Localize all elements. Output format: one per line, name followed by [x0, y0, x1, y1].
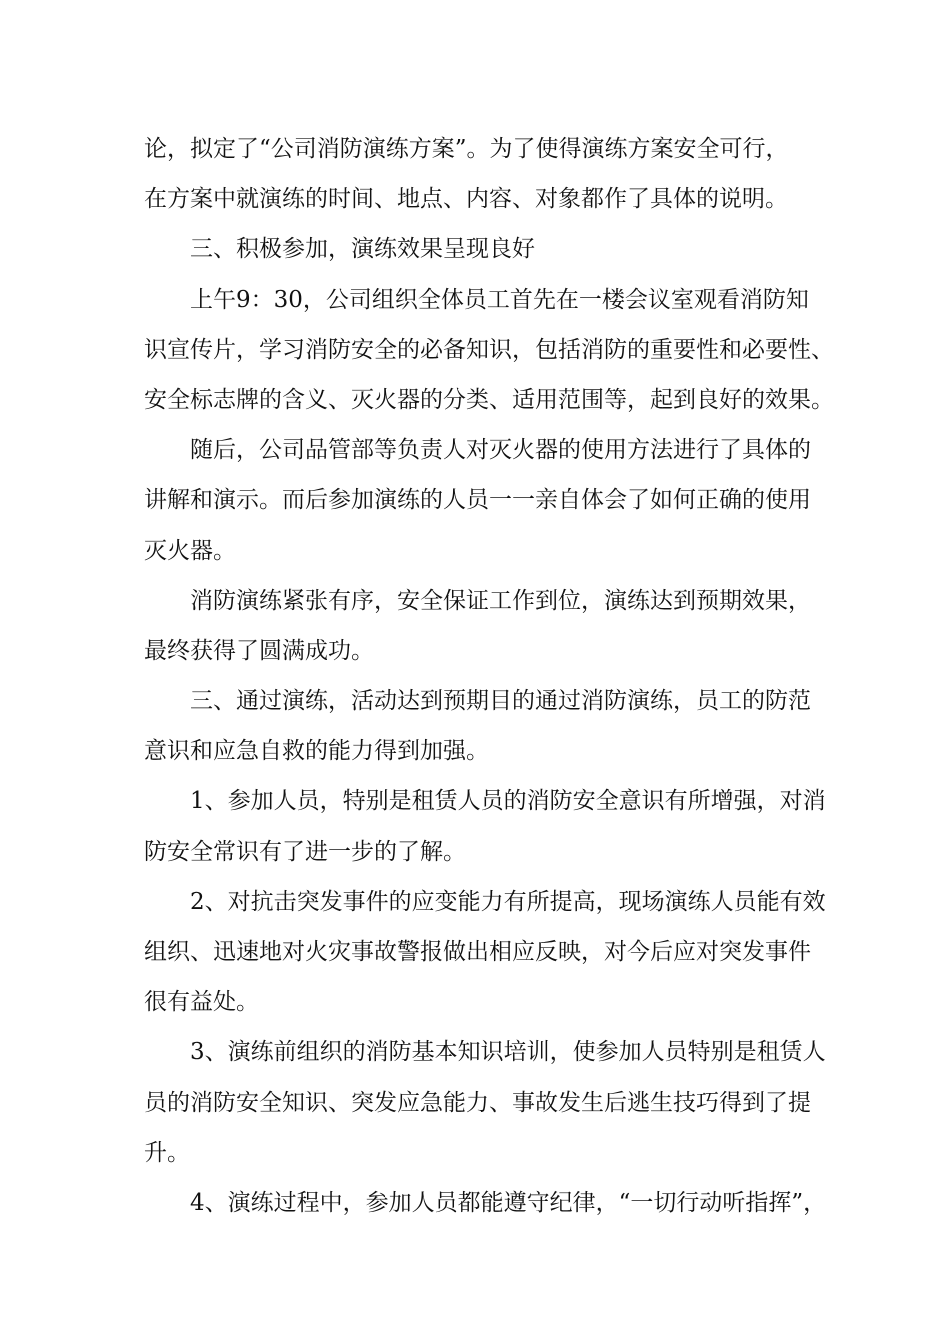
body-line: 随后，公司品管部等负责人对灭火器的使用方法进行了具体的: [190, 437, 811, 464]
body-line: 在方案中就演练的时间、地点、内容、对象都作了具体的说明。: [144, 186, 788, 213]
body-line: 消防演练紧张有序，安全保证工作到位，演练达到预期效果，: [190, 587, 811, 614]
body-line: 论，拟定了“公司消防演练方案”。为了使得演练方案安全可行，: [144, 136, 789, 162]
body-line: 上午9：30，公司组织全体员工首先在一楼会议室观看消防知: [190, 286, 809, 313]
list-item-3: 3、演练前组织的消防基本知识培训，使参加人员特别是租赁人: [190, 1039, 826, 1066]
list-item-4: 4、演练过程中，参加人员都能遵守纪律，“一切行动听指挥”，: [190, 1189, 827, 1216]
body-line: 讲解和演示。而后参加演练的人员一一亲自体会了如何正确的使用: [144, 487, 811, 514]
list-item-2: 2、对抗击突发事件的应变能力有所提高，现场演练人员能有效: [190, 888, 826, 915]
body-line: 识宣传片，学习消防安全的必备知识，包括消防的重要性和必要性、: [144, 336, 834, 363]
body-line: 防安全常识有了进一步的了解。: [144, 838, 466, 865]
body-line: 组织、迅速地对火灾事故警报做出相应反映，对今后应对突发事件: [144, 939, 811, 965]
body-line: 灭火器。: [144, 537, 236, 564]
body-line: 最终获得了圆满成功。: [144, 637, 374, 664]
body-line: 安全标志牌的含义、灭火器的分类、适用范围等，起到良好的效果。: [144, 386, 834, 413]
section-heading: 三、通过演练，活动达到预期目的通过消防演练，员工的防范: [190, 688, 811, 715]
body-line: 升。: [144, 1139, 190, 1166]
body-line: 意识和应急自救的能力得到加强。: [144, 738, 489, 765]
document-body: [144, 124, 834, 1228]
list-item-1: 1、参加人员，特别是租赁人员的消防安全意识有所增强，对消: [190, 788, 826, 815]
body-line: 员的消防安全知识、突发应急能力、事故发生后逃生技巧得到了提: [144, 1089, 811, 1116]
body-line: 很有益处。: [144, 989, 259, 1016]
section-heading: 三、积极参加，演练效果呈现良好: [190, 236, 535, 263]
